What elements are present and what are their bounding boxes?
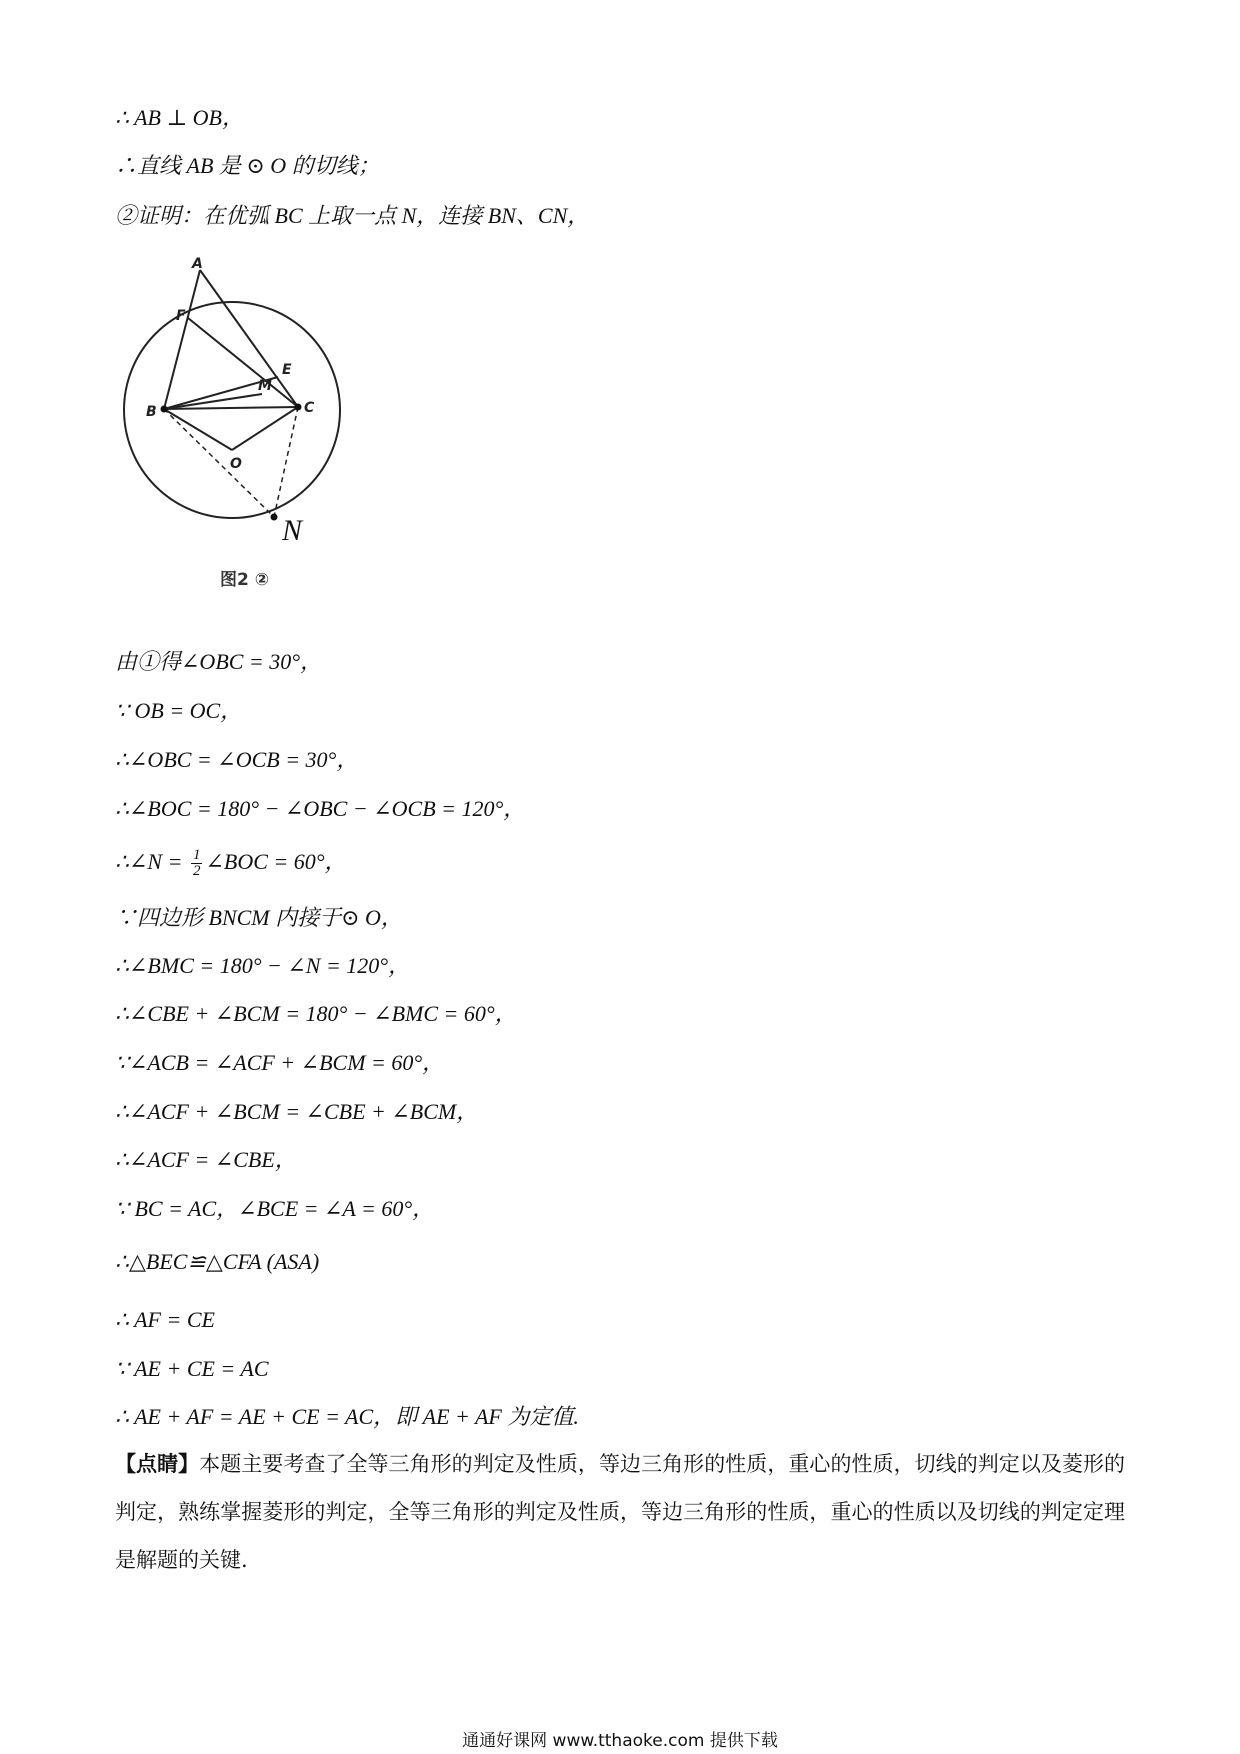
line-n-prefix: ∴∠N =	[115, 849, 188, 874]
segment-cn	[274, 407, 298, 517]
line-proof-start: ②证明：在优弧 BC 上取一点 N，连接 BN、CN，	[115, 203, 590, 228]
line-obc-eq-ocb: ∴∠OBC = ∠OCB = 30°，	[115, 747, 359, 772]
line-conclusion: ∴ AE + AF = AE + CE = AC，即 AE + AF 为定值.	[115, 1404, 579, 1429]
line-af-eq-ce: ∴ AF = CE	[115, 1307, 215, 1332]
line-acf-bcm: ∴∠ACF + ∠BCM = ∠CBE + ∠BCM，	[115, 1099, 479, 1124]
line-congruent: ∴△BEC≌△CFA (ASA)	[115, 1249, 320, 1274]
label-c: C	[304, 400, 315, 416]
fraction-denominator: 2	[192, 863, 201, 880]
comment-label: 【点睛】	[115, 1451, 200, 1476]
line-n-60	[115, 848, 347, 879]
line-n-suffix: ∠BOC = 60°，	[205, 849, 347, 874]
segment-ob	[164, 409, 232, 450]
page-footer: 通通好课网 www.tthaoke.com 提供下载	[462, 1731, 778, 1751]
line-acb-60: ∵∠ACB = ∠ACF + ∠BCM = 60°，	[115, 1050, 445, 1075]
line-acf-eq-cbe: ∴∠ACF = ∠CBE，	[115, 1147, 297, 1172]
line-ae-ce-ac: ∵ AE + CE = AC	[115, 1356, 269, 1381]
point-b-dot	[161, 406, 168, 413]
segment-oc	[232, 407, 298, 450]
point-c-dot	[295, 404, 302, 411]
comment-text: 本题主要考查了全等三角形的判定及性质，等边三角形的性质，重心的性质，切线的判定以及菱形的判定，熟练掌握菱形的判定，全等三角形的判定及性质，等边三角形的性质，重心的性质以及切线的判定定理是解题的关键.	[115, 1452, 1125, 1572]
fraction-half	[191, 848, 203, 879]
line-inscribed-quad: ∵四边形 BNCM 内接于⊙ O，	[115, 905, 403, 930]
comment-paragraph	[115, 1440, 1125, 1584]
point-n-dot	[271, 514, 278, 521]
line-bc-eq-ac: ∵ BC = AC，∠BCE = ∠A = 60°，	[115, 1196, 435, 1221]
segment-bc	[164, 407, 298, 409]
fraction-numerator: 1	[192, 847, 201, 864]
figure-caption: 图2 ②	[220, 570, 270, 590]
line-ob-eq-oc: ∵ OB = OC，	[115, 698, 243, 723]
label-o: O	[230, 456, 242, 472]
label-b: B	[146, 404, 157, 420]
line-obc-30: 由①得∠OBC = 30°，	[115, 649, 323, 674]
label-m: M	[258, 378, 272, 394]
line-bmc-120: ∴∠BMC = 180° − ∠N = 120°，	[115, 953, 411, 978]
line-boc-120: ∴∠BOC = 180° − ∠OBC − ∠OCB = 120°，	[115, 796, 526, 821]
line-tangent: ∴直线 AB 是 ⊙ O 的切线；	[115, 153, 380, 178]
line-ab-perp-ob: ∴ AB ⊥ OB，	[115, 105, 244, 130]
label-e: E	[282, 362, 292, 378]
label-n: N	[282, 514, 303, 547]
segment-ab	[164, 270, 200, 409]
label-a: A	[192, 256, 203, 272]
line-cbe-bcm-60: ∴∠CBE + ∠BCM = 180° − ∠BMC = 60°，	[115, 1001, 517, 1026]
segment-bn	[164, 409, 274, 517]
geometry-figure	[146, 256, 360, 600]
label-f: F	[176, 308, 186, 324]
